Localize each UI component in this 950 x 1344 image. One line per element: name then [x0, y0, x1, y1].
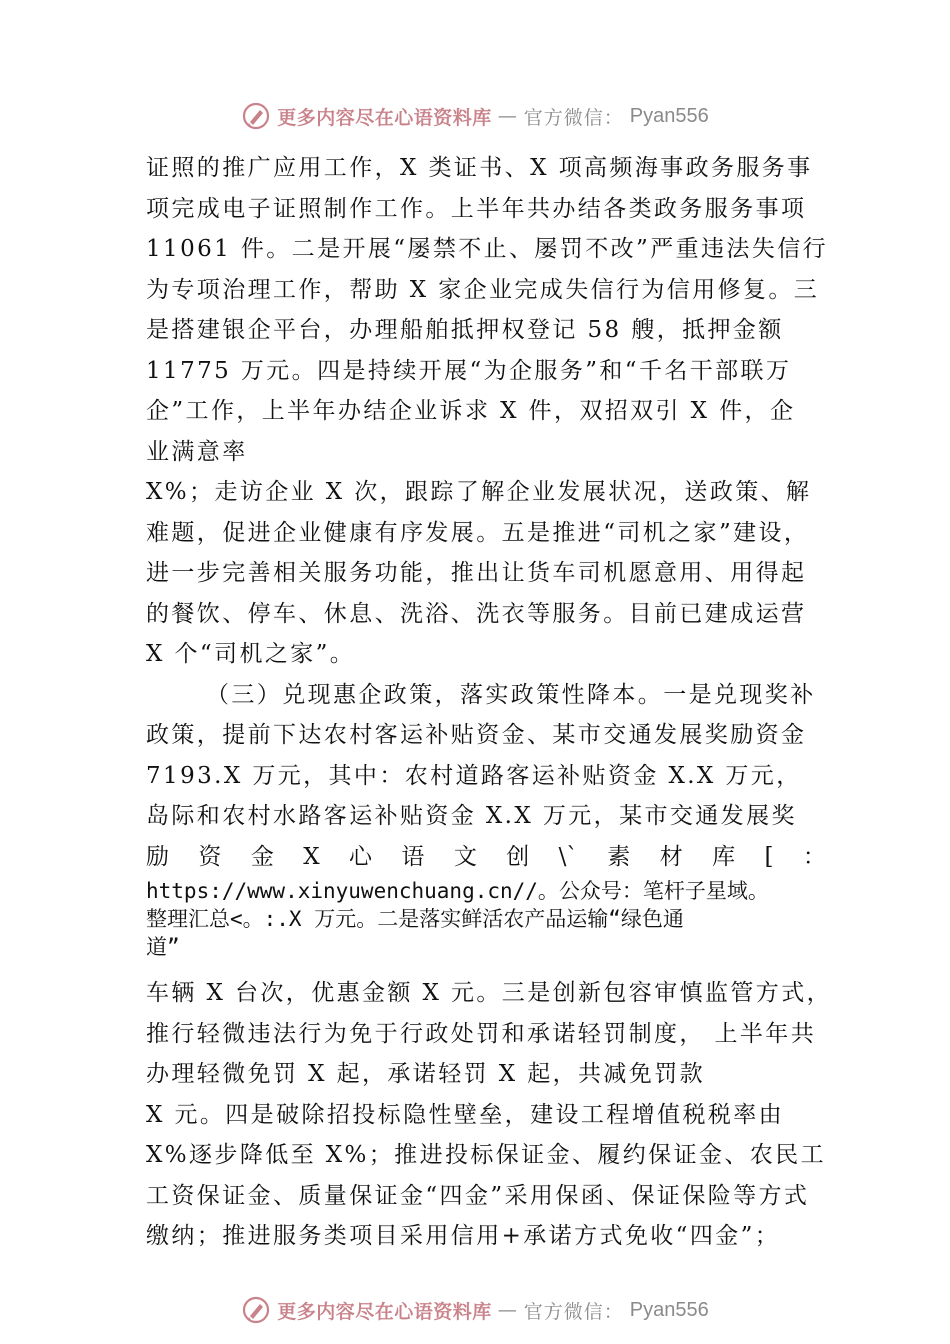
text-line: 办理轻微免罚 X 起，承诺轻罚 X 起，共减免罚款 [146, 1061, 705, 1087]
watermark-wechat-id: Pyan556 [629, 1298, 709, 1321]
text-line: 工资保证金、质量保证金“四金”采用保函、保证保险等方式 [146, 1182, 810, 1209]
text-line: 推行轻微违法行为免于行政处罚和承诺轻罚制度， 上半年共 [146, 1020, 817, 1047]
text-line: X%；走访企业 X 次，跟踪了解企业发展状况，送政策、解 [146, 479, 812, 505]
text-line: 7193.X 万元，其中：农村道路客运补贴资金 X.X 万元， [146, 762, 802, 789]
pen-nib-seal-icon [241, 1295, 271, 1325]
spread-char: 资 [198, 843, 222, 870]
spread-char: 文 [453, 843, 477, 870]
mono-text-line: 道” [146, 935, 180, 959]
watermark-wechat-id: Pyan556 [629, 104, 709, 127]
spread-char: 心 [349, 843, 372, 870]
spread-char: 励 [146, 843, 169, 870]
text-line: 进一步完善相关服务功能，推出让货车司机愿意用、用得起 [146, 560, 807, 586]
spread-char: 库 [712, 843, 736, 870]
url-text-line: https://www.xinyuwenchuang.cn//。公众号：笔杆子星域。 [146, 879, 769, 903]
text-line: 的餐饮、停车、休息、洗浴、洗衣等服务。目前已建成运营 [146, 600, 807, 627]
text-line: 11061 件。二是开展“屡禁不止、屡罚不改”严重违法失信行 [146, 236, 828, 262]
text-line: 证照的推广应用工作，X 类证书、X 项高频海事政务服务事 [146, 155, 813, 181]
text-line: 缴纳；推进服务类项目采用信用+承诺方式免收“四金”； [146, 1223, 781, 1249]
text-line: 企”工作，上半年办结企业诉求 X 件，双招双引 X 件，企 [146, 398, 796, 424]
document-body [146, 148, 832, 1257]
watermark-brand: 更多内容尽在心语资料库 [277, 106, 492, 129]
watermark-official: 官方微信： [523, 106, 624, 129]
watermark-brand: 更多内容尽在心语资料库 [277, 1300, 492, 1323]
header-watermark [0, 96, 950, 136]
spread-char: 金 [250, 843, 274, 870]
text-line: X 元。四是破除招投标隐性壁垒，建设工程增值税税率由 [146, 1101, 785, 1128]
spread-char: 素 [607, 843, 631, 870]
spread-text-line [146, 837, 826, 878]
spread-char: \` [558, 843, 578, 870]
text-line: 政策，提前下达农村客运补贴资金、某市交通发展奖励资金 [146, 722, 807, 748]
section-heading-line: （三）兑现惠企政策，落实政策性降本。一是兑现奖补 [206, 681, 816, 708]
watermark-official: 官方微信： [523, 1300, 624, 1323]
footer-watermark [0, 1290, 950, 1330]
spread-char: 语 [401, 843, 425, 870]
mono-text-line: 整理汇总<。:.X 万元。二是落实鲜活农产品运输“绿色通 [146, 907, 684, 931]
text-line: 为专项治理工作，帮助 X 家企业完成失信行为信用修复。三 [146, 276, 820, 303]
spread-char: [ [764, 843, 774, 870]
spread-char: ： [802, 843, 826, 870]
text-line: X%逐步降低至 X%；推进投标保证金、履约保证金、农民工 [146, 1142, 826, 1168]
text-line: X 个“司机之家”。 [146, 641, 356, 667]
text-line: 项完成电子证照制作工作。上半年共办结各类政务服务事项 [146, 195, 807, 222]
spacer [146, 961, 826, 973]
spread-char: 创 [506, 843, 530, 870]
pen-nib-seal-icon [241, 101, 271, 131]
spread-char: X [303, 843, 320, 870]
text-line: 11775 万元。四是持续开展“为企服务”和“千名干部联万 [146, 357, 792, 384]
text-line: 业满意率 [146, 438, 248, 465]
watermark-dash: — [497, 105, 518, 127]
text-line: 车辆 X 台次，优惠金额 X 元。三是创新包容审慎监管方式， [146, 980, 832, 1006]
text-line: 是搭建银企平台，办理船舶抵押权登记 58 艘，抵押金额 [146, 317, 784, 343]
text-line: 难题，促进企业健康有序发展。五是推进“司机之家”建设， [146, 519, 810, 546]
watermark-dash: — [497, 1299, 518, 1321]
text-line: 岛际和农村水路客运补贴资金 X.X 万元，某市交通发展奖 [146, 803, 797, 829]
spread-char: 材 [659, 843, 683, 870]
